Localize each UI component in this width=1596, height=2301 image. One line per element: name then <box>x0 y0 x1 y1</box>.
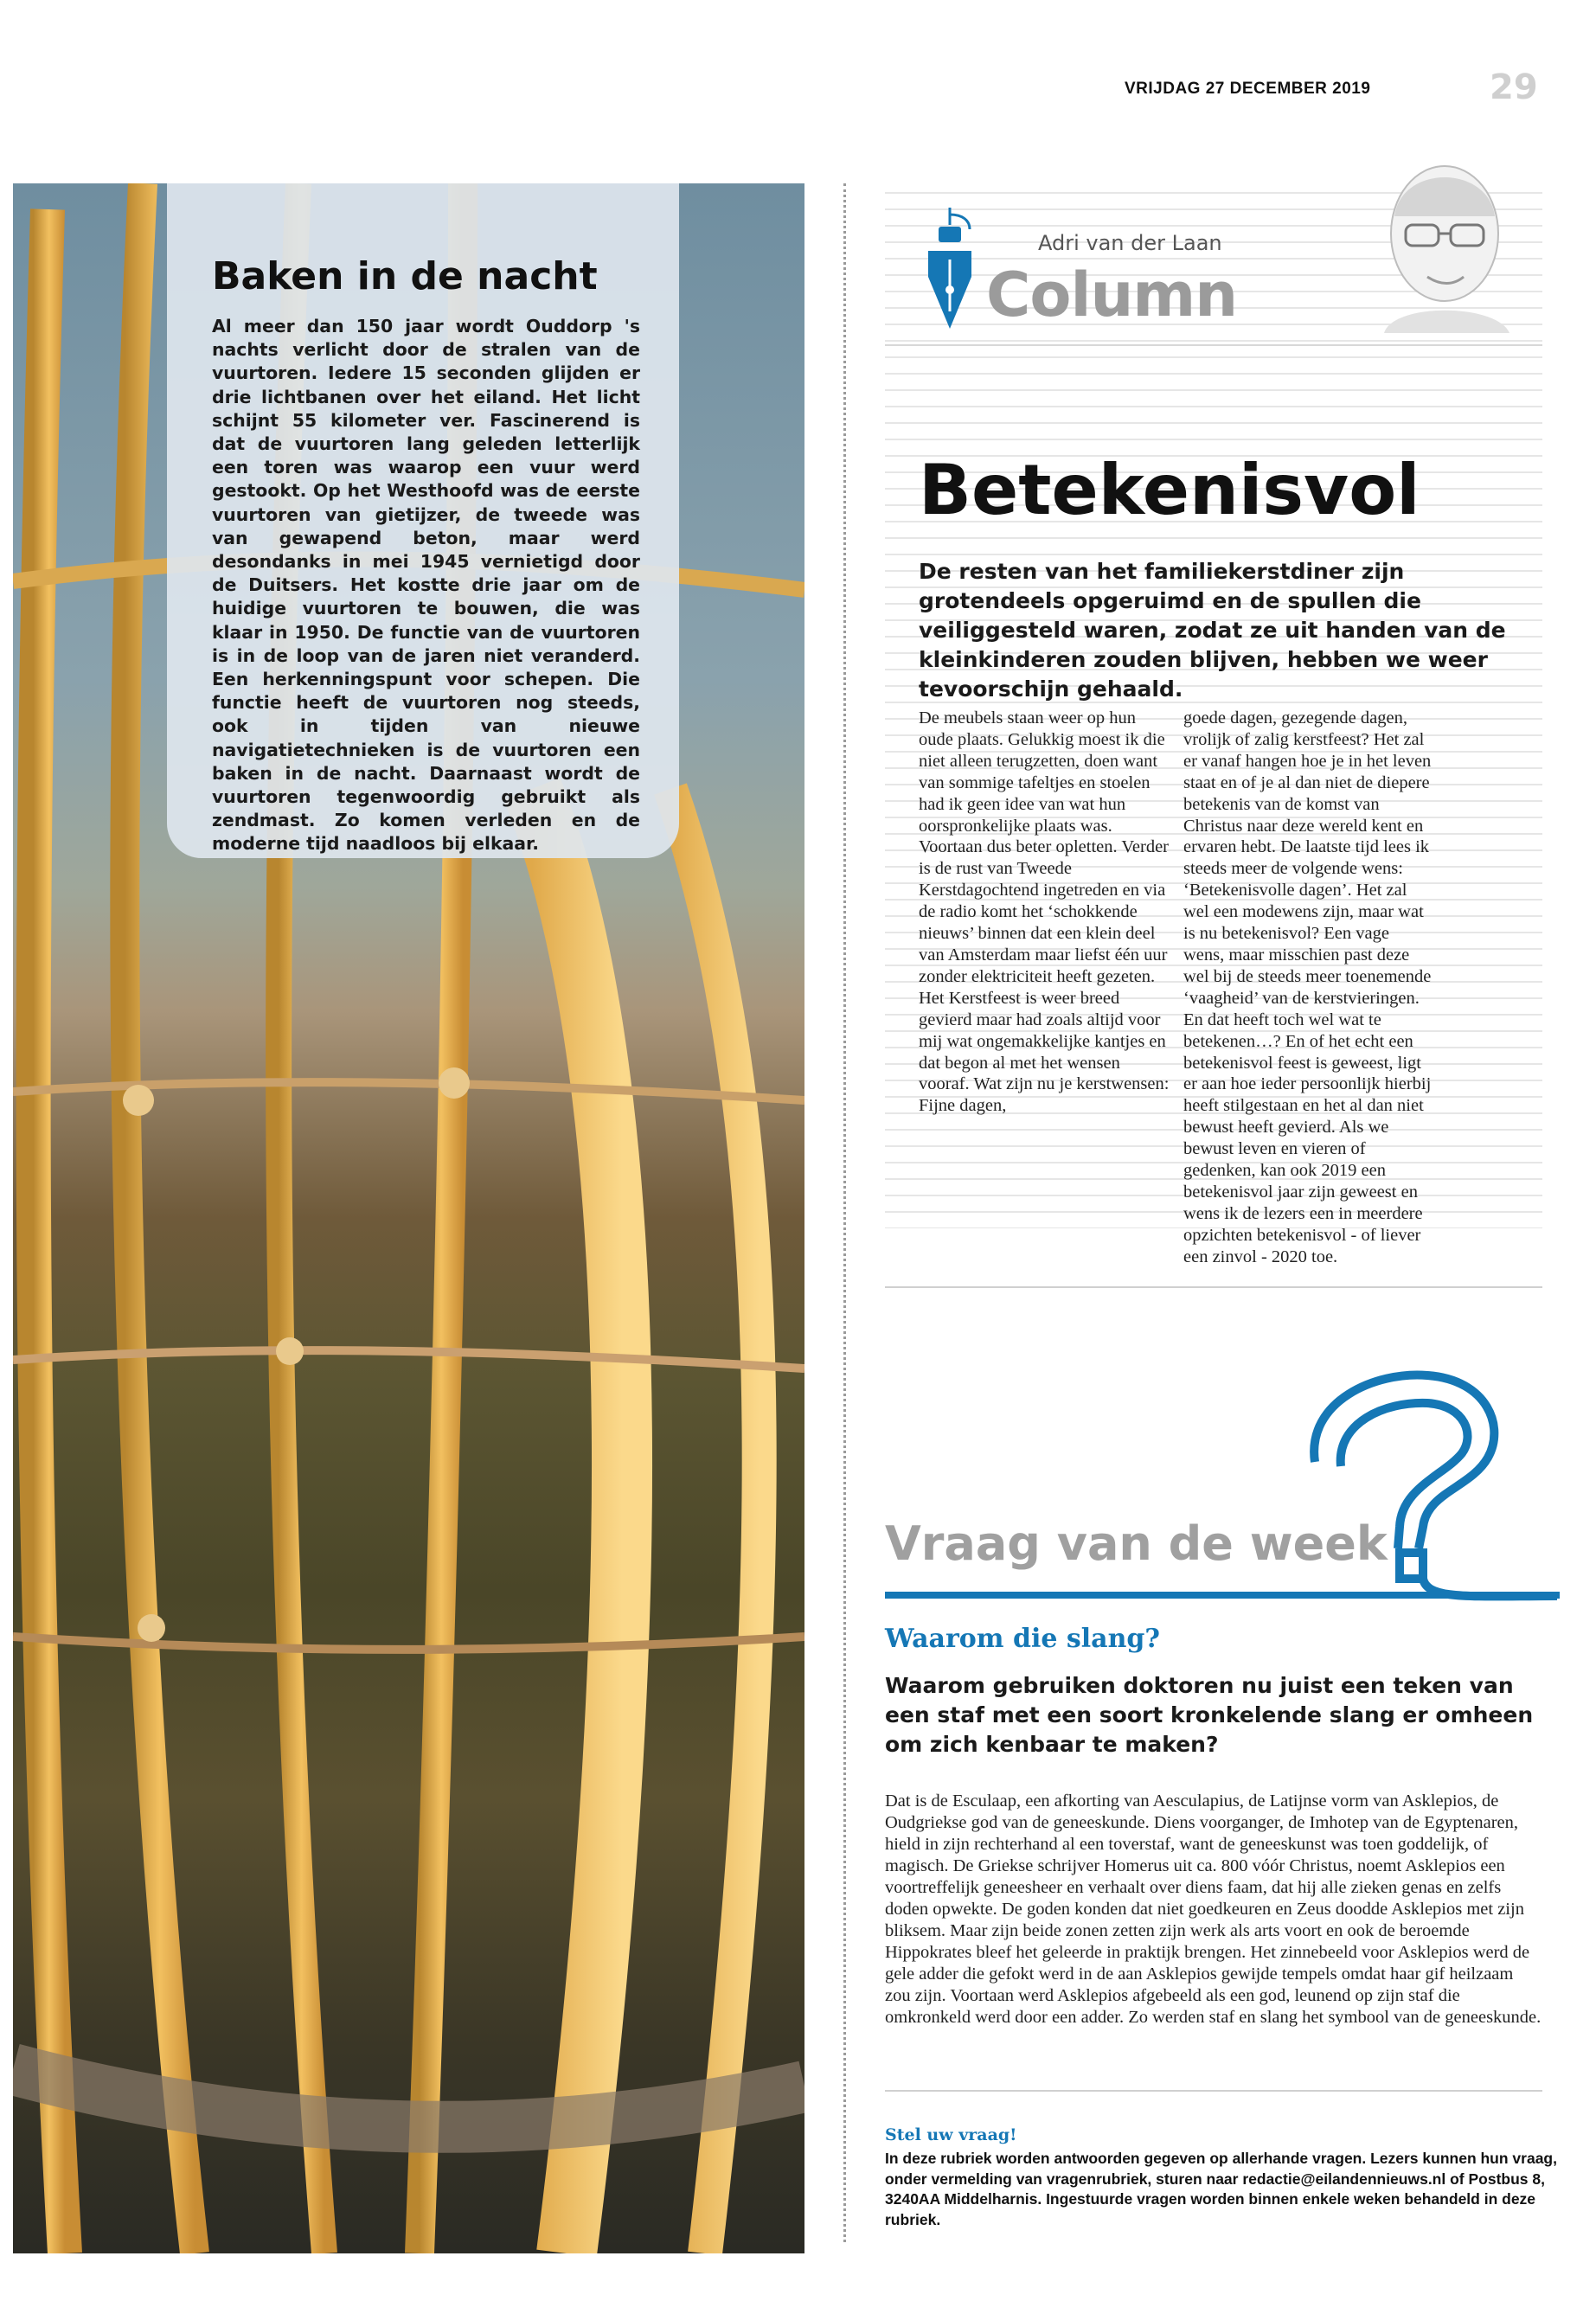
column-label: Column <box>986 260 1238 330</box>
column-divider <box>843 183 846 2242</box>
answer-text: Dat is de Esculaap, een afkorting van Aesculapius, de Latijnse vorm van Asklepios, de Oudgriekse god van de geneeskunde. Diens voorganger, de Imhotep van de Egyptenaren, hield in zijn rechterhand al een toverstaf, want de geneeskunst was toen goddelijk, of magisch. De Griekse schrijver Homerus uit ca. 800 vóór Christus, noemt Asklepios een voortreffelijk geneesheer en verhaalt over diens faam, dat hij alle zieken genas en zelfs doden opwekte. De goden konden dat niet goedkeuren en Zeus doodde Asklepios met zijn bliksem. Maar zijn beide zonen zetten zijn werk als arts voort en ook de beroemde Hippokrates bleef het geleerde in praktijk brengen. Het zinnebeeld voor Asklepios werd de gele adder die gefokt werd in de aan Asklepios gewijde tempels omdat haar gif heilzaam zou zijn. Voortaan werd Asklepios afgebeeld als een god, leunend op zijn staf die omkronkeld werd door een adder. Zo werden staf en slang het symbool van de geneeskunde. <box>885 1791 1542 2027</box>
fountain-pen-icon <box>920 208 980 337</box>
column-headline: Betekenisvol <box>919 450 1420 530</box>
info-panel-text: Al meer dan 150 jaar wordt Ouddorp 's nachts verlicht door de stralen van de vuurtoren. Iedere 15 seconden glijden er drie lichtbanen over het eiland. Het licht schijnt 55 kilometer ver. Fascinerend is dat de vuurtoren lang geleden letterlijk een toren was waarop een vuur werd gestookt. Op het Westhoofd was de eerste vuurtoren van gietijzer, de tweede was van gewapend beton, maar werd desondanks in mei 1945 vernietigd door de Duitsers. Het kostte drie jaar om de huidige vuurtoren te bouwen, die was klaar in 1950. De functie van de vuurtoren is in de loop van de jaren niet veranderd. Een herkenningspunt voor schepen. Die functie heeft de vuurtoren nog steeds, ook in tijden van nieuwe navigatietechnieken is de vuurtoren een baken in de nacht. Daarnaast wordt de vuurtoren tegenwoordig gebruikt als zendmast. Zo komen verleden en de moderne tijd naadloos bij elkaar. <box>212 316 640 855</box>
question-mark-icon <box>1298 1367 1557 1609</box>
column-lead: De resten van het familiekerstdiner zijn grotendeels opgeruimd en de spullen die veiliggesteld waren, zodat ze uit handen van de kleinkinderen zouden blijven, hebben we weer tevoorschijn gehaald. <box>919 559 1506 702</box>
section-rule <box>885 1286 1542 1288</box>
page-number: 29 <box>1490 67 1538 107</box>
column-body-left: De meubels staan weer op hun oude plaats. Gelukkig moest ik die niet alleen terugzetten, doen want van sommige tafeltjes en stoelen had ik geen idee van wat hun oorspronkelijke plaats was. Voortaan dus beter opletten. Verder is de rust van Tweede Kerstdagochtend ingetreden en via de radio komt het ‘schokkende nieuws’ binnen dat een klein deel van Amsterdam maar liefst één uur zonder elektriciteit heeft gezeten. Het Kerstfeest is weer breed gevierd maar had zoals altijd voor mij wat ongemakkelijke kantjes en dat begon al met het wensen vooraf. Wat zijn nu je kerstwensen: Fijne dagen, <box>919 708 1170 1116</box>
question-section-label: Vraag van de week <box>885 1516 1388 1571</box>
column-body-right: goede dagen, gezegende dagen, vrolijk of zalig kerstfeest? Het zal er vanaf hangen hoe je in het leven staat en of je al dan niet de diepere betekenis van de komst van Christus naar deze wereld kent en ervaren hebt. De laatste tijd lees ik steeds meer de volgende wens: ‘Betekenisvolle dagen’. Het zal wel een modewens zijn, maar wat is nu betekenisvol? Een vage wens, maar misschien past deze wel bij de steeds meer toenemende ‘vaagheid’ van de kerstvieringen. En dat heeft toch wel wat te betekenen…? En of het echt een betekenisvol feest is geweest, ligt er aan hoe ieder persoonlijk hierbij heeft stilgestaan en het al dan niet bewust heeft gevierd. Als we bewust leven en vieren of gedenken, kan ook 2019 een betekenisvol jaar zijn geweest en wens ik de lezers een in meerdere opzichten betekenisvol - of liever een zinvol - 2020 toe. <box>1183 708 1432 1266</box>
column-author: Adri van der Laan <box>1038 231 1222 255</box>
question-title: Waarom die slang? <box>885 1624 1160 1654</box>
question-underline <box>885 1590 1568 1600</box>
author-portrait <box>1358 147 1531 333</box>
info-panel-title: Baken in de nacht <box>212 254 598 298</box>
info-panel <box>167 183 679 858</box>
issue-date: VRIJDAG 27 DECEMBER 2019 <box>1125 80 1371 98</box>
question-text: Waarom gebruiken doktoren nu juist een teken van een staf met een soort kronkelende slang er omheen om zich kenbaar te maken? <box>885 1673 1534 1757</box>
ask-question-text: In deze rubriek worden antwoorden gegeven op allerhande vragen. Lezers kunnen hun vraag, onder vermelding van vragenrubriek, sturen naar redactie@eilandennieuws.nl of Postbus 8, 3240AA Middelharnis. Ingestuurde vragen worden binnen enkele weken behandeld in deze rubriek. <box>885 2150 1557 2228</box>
column-header-rule <box>885 344 1542 346</box>
answer-rule <box>885 2090 1542 2092</box>
ask-question-title: Stel uw vraag! <box>885 2125 1017 2144</box>
